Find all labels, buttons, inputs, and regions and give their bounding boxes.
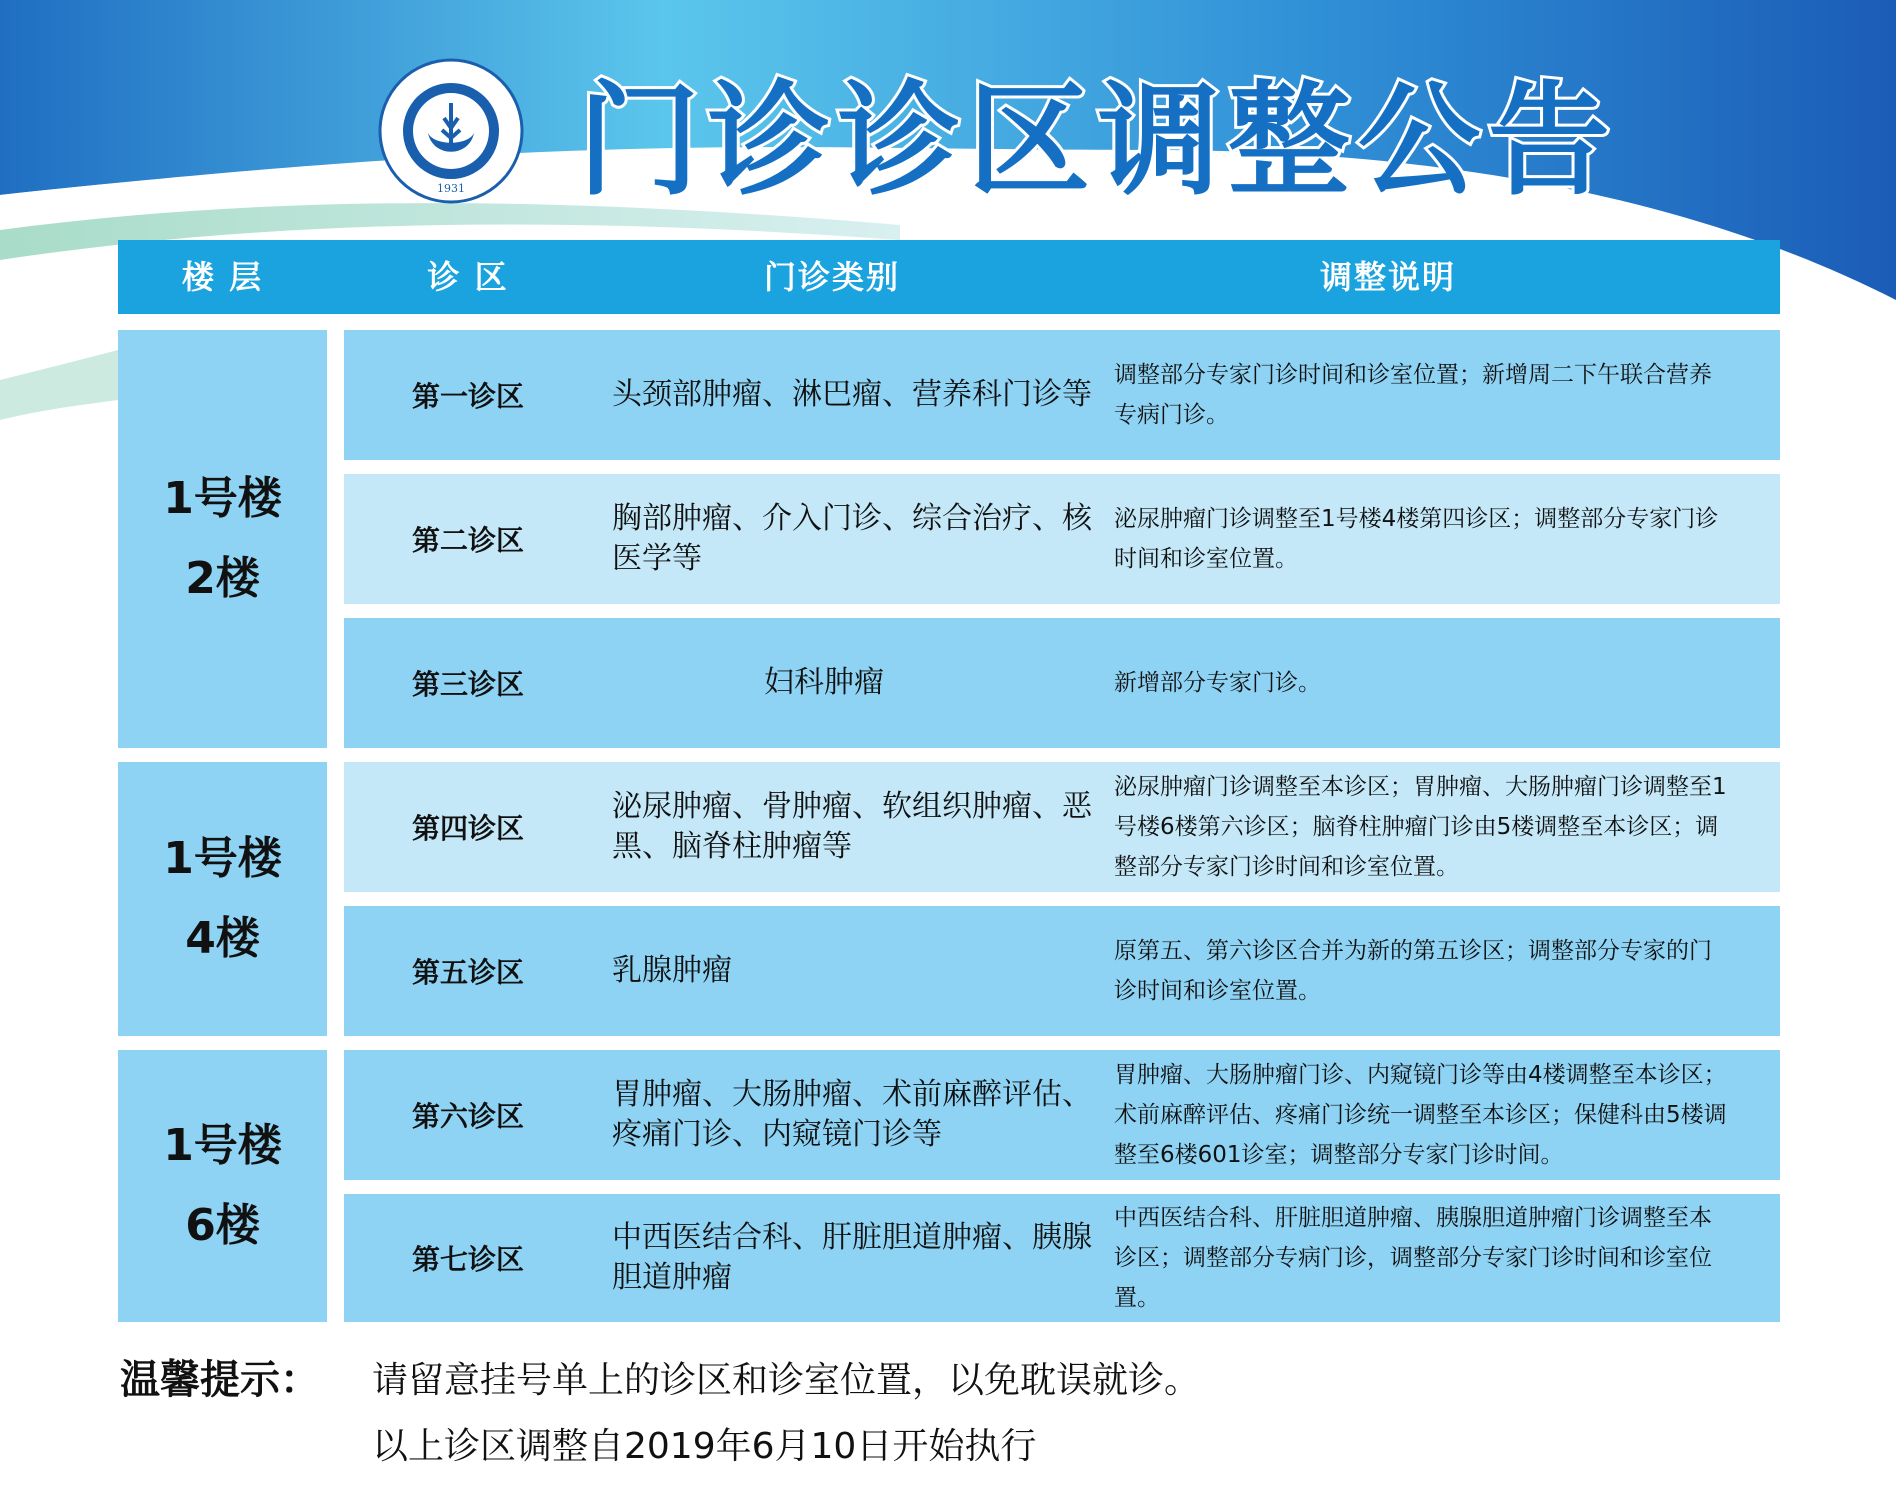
floor-cell-6f (118, 1050, 327, 1322)
header-category: 门诊类别 (763, 258, 900, 296)
adjustment-note: 泌尿肿瘤门诊调整至1号楼4楼第四诊区；调整部分专家门诊时间和诊室位置。 (1114, 506, 1719, 572)
clinic-category: 中西医结合科、肝脏胆道肿瘤、胰腺胆道肿瘤 (612, 1220, 1092, 1295)
table-row (344, 330, 1780, 460)
floor-building: 1号楼 (163, 833, 282, 884)
hospital-logo (378, 58, 524, 204)
floor-level: 2楼 (185, 553, 260, 604)
table-row (344, 1194, 1780, 1322)
clinic-category: 泌尿肿瘤、骨肿瘤、软组织肿瘤、恶黑、脑脊柱肿瘤等 (612, 789, 1092, 864)
floor-cell-4f (118, 762, 327, 1036)
zone-name: 第四诊区 (411, 812, 524, 845)
adjustment-note: 泌尿肿瘤门诊调整至本诊区；胃肿瘤、大肠肿瘤门诊调整至1号楼6楼第六诊区；脑脊柱肿瘤门诊由5楼调整至本诊区；调整部分专家门诊时间和诊室位置。 (1114, 774, 1727, 880)
clinic-category: 胃肿瘤、大肠肿瘤、术前麻醉评估、疼痛门诊、内窥镜门诊等 (612, 1077, 1092, 1152)
adjustment-note: 新增部分专家门诊。 (1114, 670, 1321, 696)
table-row (344, 474, 1780, 604)
floor-building: 1号楼 (163, 1120, 282, 1171)
zone-name: 第七诊区 (411, 1243, 524, 1276)
table-row (344, 762, 1780, 892)
table-header (118, 240, 1780, 314)
floor-level: 6楼 (185, 1200, 260, 1251)
floor-level: 4楼 (185, 913, 260, 964)
floor-cell-2f (118, 330, 327, 748)
tip-label: 温馨提示： (120, 1357, 320, 1403)
adjustment-note: 胃肿瘤、大肠肿瘤门诊、内窥镜门诊等由4楼调整至本诊区；术前麻醉评估、疼痛门诊统一调整至本诊区；保健科由5楼调整至6楼601诊室；调整部分专家门诊时间。 (1114, 1062, 1727, 1168)
zone-name: 第二诊区 (411, 524, 524, 557)
adjustment-note: 原第五、第六诊区合并为新的第五诊区；调整部分专家的门诊时间和诊室位置。 (1114, 938, 1712, 1004)
zone-name: 第五诊区 (411, 956, 524, 989)
effective-date-text: 以上诊区调整自2019年6月10日开始执行 (372, 1426, 1037, 1467)
zone-name: 第三诊区 (411, 668, 524, 701)
tip-text: 请留意挂号单上的诊区和诊室位置，以免耽误就诊。 (372, 1360, 1201, 1401)
header-notes: 调整说明 (1319, 258, 1456, 296)
zone-name: 第六诊区 (411, 1100, 524, 1133)
clinic-category: 妇科肿瘤 (764, 665, 884, 700)
adjustment-note: 调整部分专家门诊时间和诊室位置；新增周二下午联合营养专病门诊。 (1114, 362, 1712, 428)
page-title: 门诊诊区调整公告 (578, 70, 1618, 212)
zone-name: 第一诊区 (411, 380, 524, 413)
clinic-category: 胸部肿瘤、介入门诊、综合治疗、核医学等 (612, 501, 1092, 576)
adjustment-note: 中西医结合科、肝脏胆道肿瘤、胰腺胆道肿瘤门诊调整至本诊区；调整部分专病门诊，调整部分专家门诊时间和诊室位置。 (1114, 1205, 1712, 1311)
floor-building: 1号楼 (163, 473, 282, 524)
logo-year: 1931 (437, 182, 465, 195)
table-row (344, 906, 1780, 1036)
header-zone: 诊 区 (427, 258, 509, 296)
clinic-category: 乳腺肿瘤 (612, 953, 732, 988)
table-row (344, 618, 1780, 748)
header-floor: 楼 层 (181, 258, 264, 296)
clinic-category: 头颈部肿瘤、淋巴瘤、营养科门诊等 (612, 377, 1092, 412)
table-row (344, 1050, 1780, 1180)
